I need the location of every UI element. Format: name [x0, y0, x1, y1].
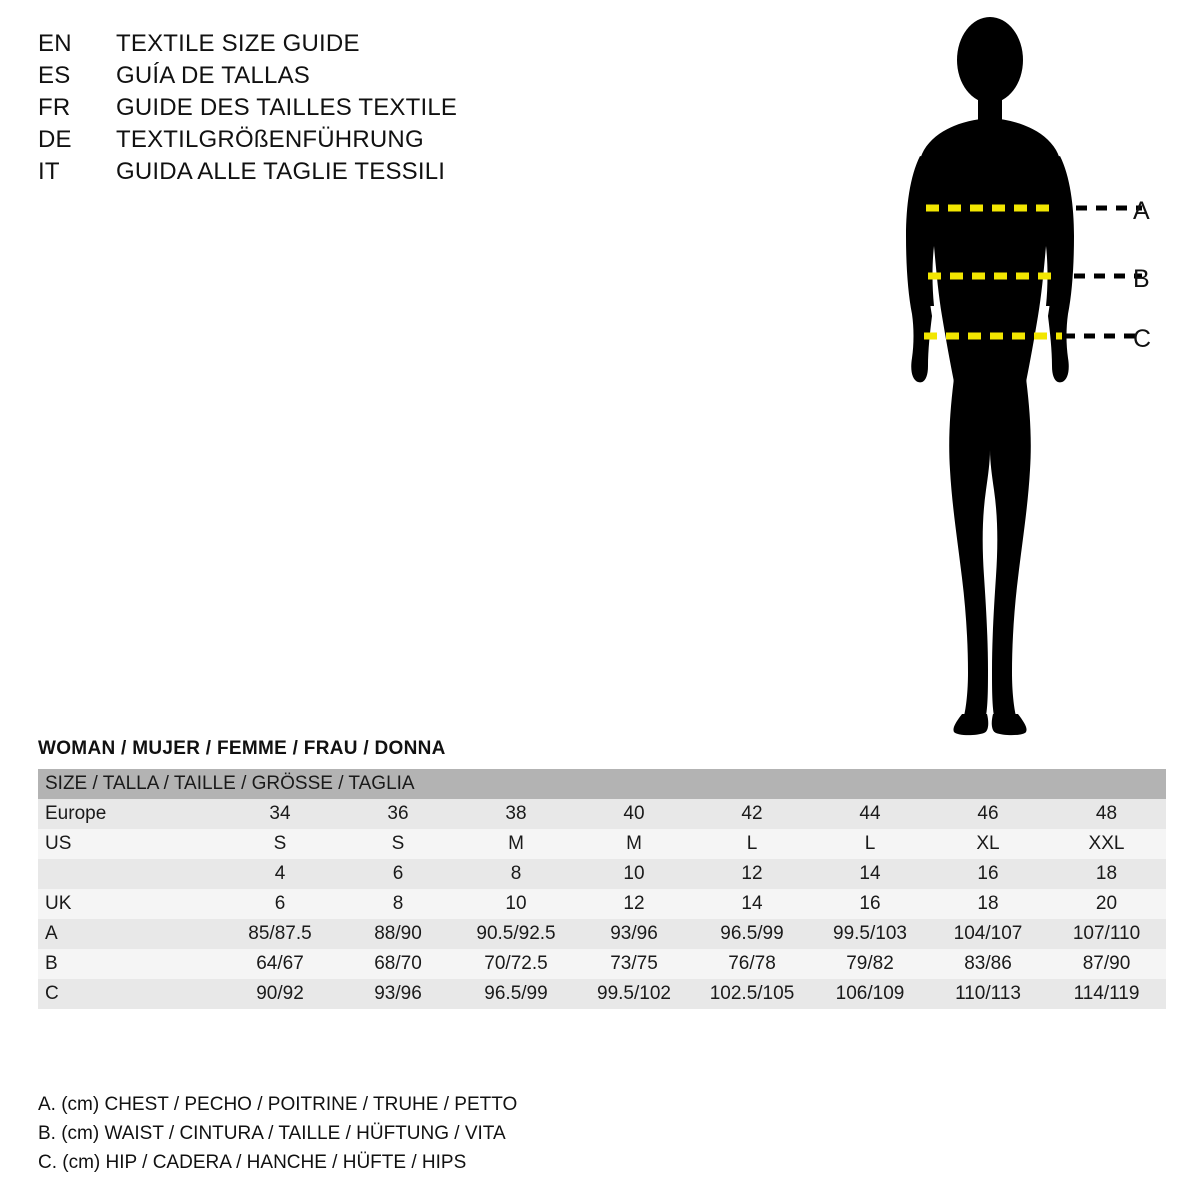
- cell: 10: [623, 863, 645, 884]
- cell: S: [273, 833, 287, 854]
- note-waist: B. (cm) WAIST / CINTURA / TAILLE / HÜFTUNG / VITA: [38, 1123, 506, 1144]
- cell: 93/96: [374, 983, 422, 1004]
- cell: 44: [859, 803, 881, 824]
- cell: 14: [859, 863, 881, 884]
- cell: 96.5/99: [720, 923, 784, 944]
- cell: 85/87.5: [248, 923, 312, 944]
- cell: 48: [1095, 803, 1118, 824]
- cell: M: [508, 833, 524, 854]
- row-label: C: [45, 983, 59, 1004]
- row-label: Europe: [45, 803, 107, 824]
- cell: 38: [505, 803, 527, 824]
- cell: XL: [976, 833, 1000, 854]
- cell: 93/96: [610, 923, 658, 944]
- cell: 99.5/103: [833, 923, 907, 944]
- measure-label-a: A: [1133, 197, 1150, 225]
- language-title: TEXTILGRÖßENFÜHRUNG: [116, 126, 424, 153]
- cell: 68/70: [374, 953, 422, 974]
- cell: 107/110: [1072, 923, 1141, 944]
- cell: 8: [392, 893, 404, 914]
- table-row: [38, 829, 1166, 859]
- measure-label-c: C: [1133, 325, 1152, 353]
- table-row: [38, 979, 1166, 1009]
- language-row-de: [38, 126, 658, 158]
- cell: L: [746, 833, 758, 854]
- language-row-it: [38, 158, 658, 190]
- cell: 110/113: [955, 983, 1021, 1004]
- table-row: [38, 919, 1166, 949]
- table-body: [38, 799, 1166, 1009]
- cell: 99.5/102: [597, 983, 671, 1004]
- language-title: TEXTILE SIZE GUIDE: [116, 30, 360, 57]
- cell: 106/109: [835, 983, 905, 1004]
- cell: 6: [392, 863, 404, 884]
- language-title-list: [38, 30, 658, 190]
- cell: 6: [274, 893, 286, 914]
- table-header-row: [38, 769, 1166, 799]
- cell: M: [626, 833, 642, 854]
- language-code: FR: [38, 94, 71, 121]
- table-row: [38, 889, 1166, 919]
- cell: 10: [505, 893, 527, 914]
- cell: 36: [387, 803, 409, 824]
- table-header-label: SIZE / TALLA / TAILLE / GRÖSSE / TAGLIA: [38, 769, 1166, 799]
- cell: 114/119: [1073, 983, 1140, 1004]
- female-silhouette-figure: [850, 10, 1190, 750]
- row-label: [38, 859, 221, 889]
- note-hip: C. (cm) HIP / CADERA / HANCHE / HÜFTE / HIPS: [38, 1152, 467, 1173]
- row-label: US: [45, 833, 72, 854]
- language-title: GUIDA ALLE TAGLIE TESSILI: [116, 158, 446, 185]
- language-code: ES: [38, 62, 71, 89]
- cell: 4: [274, 863, 286, 884]
- cell: 79/82: [846, 953, 894, 974]
- cell: S: [391, 833, 405, 854]
- cell: 73/75: [610, 953, 658, 974]
- language-row-es: [38, 62, 658, 94]
- cell: 104/107: [953, 923, 1023, 944]
- cell: 18: [977, 893, 999, 914]
- silhouette-svg: [850, 10, 1190, 750]
- cell: 42: [741, 803, 763, 824]
- cell: 14: [741, 893, 763, 914]
- cell: 90.5/92.5: [476, 923, 556, 944]
- cell: 40: [623, 803, 645, 824]
- table-row: [38, 799, 1166, 829]
- language-title: GUÍA DE TALLAS: [116, 62, 310, 89]
- size-table: [38, 769, 1166, 1009]
- table-row: [38, 949, 1166, 979]
- language-row-fr: [38, 94, 658, 126]
- cell: 12: [623, 893, 645, 914]
- body-shape: [906, 17, 1074, 735]
- language-code: DE: [38, 126, 72, 153]
- cell: 90/92: [256, 983, 304, 1004]
- table-head: [38, 769, 1166, 799]
- cell: 34: [269, 803, 291, 824]
- cell: 83/86: [964, 953, 1012, 974]
- cell: 46: [977, 803, 999, 824]
- cell: 8: [510, 863, 522, 884]
- cell: 102.5/105: [709, 983, 795, 1004]
- cell: XXL: [1088, 833, 1125, 854]
- cell: 96.5/99: [484, 983, 548, 1004]
- cell: 16: [977, 863, 999, 884]
- section-title: WOMAN / MUJER / FEMME / FRAU / DONNA: [38, 738, 446, 759]
- language-code: IT: [38, 158, 60, 185]
- measure-label-b: B: [1133, 265, 1150, 293]
- cell: 88/90: [374, 923, 422, 944]
- row-label: B: [45, 953, 58, 974]
- language-code: EN: [38, 30, 72, 57]
- cell: 18: [1095, 863, 1118, 884]
- language-title: GUIDE DES TAILLES TEXTILE: [116, 94, 458, 121]
- cell: 76/78: [728, 953, 776, 974]
- row-label: A: [45, 923, 58, 944]
- note-chest: A. (cm) CHEST / PECHO / POITRINE / TRUHE / PETTO: [38, 1094, 518, 1115]
- cell: 64/67: [256, 953, 304, 974]
- row-label: UK: [45, 893, 72, 914]
- size-table-section: [38, 738, 1166, 1009]
- table-row: [38, 859, 1166, 889]
- cell: 70/72.5: [484, 953, 548, 974]
- cell: 87/90: [1082, 953, 1131, 974]
- cell: 20: [1095, 893, 1118, 914]
- cell: 12: [741, 863, 763, 884]
- measurement-notes: [38, 1090, 938, 1177]
- cell: L: [864, 833, 876, 854]
- language-row-en: [38, 30, 658, 62]
- cell: 16: [859, 893, 881, 914]
